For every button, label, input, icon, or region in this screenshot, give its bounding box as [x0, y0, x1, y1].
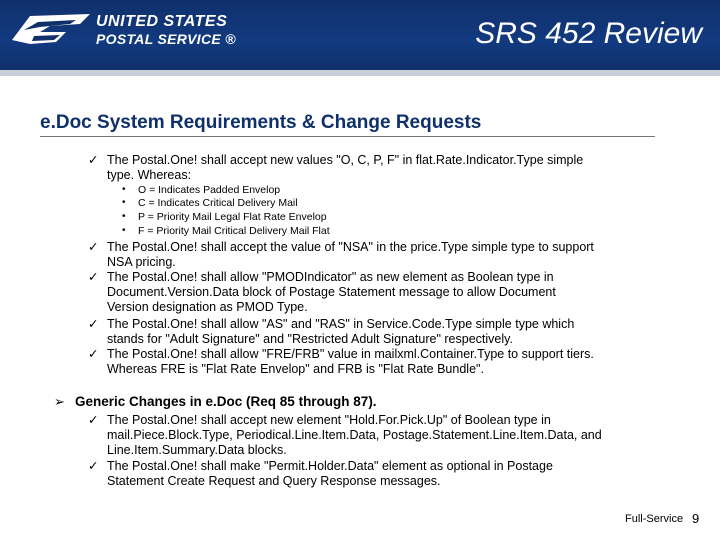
sub-bullet: P = Priority Mail Legal Flat Rate Envelop [138, 211, 327, 223]
section-heading: Generic Changes in e.Doc (Req 85 through 87). [75, 394, 377, 409]
requirement-line: NSA pricing. [107, 255, 176, 269]
bullet-dot-icon: • [122, 197, 126, 208]
sub-bullet: C = Indicates Critical Delivery Mail [138, 197, 298, 209]
checkmark-icon: ✓ [88, 240, 99, 254]
requirement-line: Document.Version.Data block of Postage Statement message to allow Document [107, 285, 556, 299]
requirement-line: Version designation as PMOD Type. [107, 300, 308, 314]
requirement-line: The Postal.One! shall accept the value of "NSA" in the price.Type simple type to support [107, 240, 594, 254]
usps-logo [10, 10, 250, 52]
slide-title: SRS 452 Review [475, 17, 702, 50]
requirement-line: The Postal.One! shall allow "PMODIndicator" as new element as Boolean type in [107, 270, 554, 284]
checkmark-icon: ✓ [88, 413, 99, 427]
page-title: e.Doc System Requirements & Change Requests [40, 112, 482, 133]
checkmark-icon: ✓ [88, 153, 99, 167]
title-underline [40, 136, 655, 137]
sub-bullet: F = Priority Mail Critical Delivery Mail Flat [138, 225, 330, 237]
header-banner [0, 0, 720, 70]
logo-line-1: UNITED STATES [96, 13, 228, 30]
bullet-dot-icon: • [122, 211, 126, 222]
checkmark-icon: ✓ [88, 317, 99, 331]
sub-bullet: O = Indicates Padded Envelop [138, 184, 281, 196]
requirement-line: The Postal.One! shall accept new values "O, C, P, F" in flat.Rate.Indicator.Type simple [107, 153, 584, 167]
requirement-line: Line.Item.Summary.Data blocks. [107, 443, 287, 457]
requirement-line: type. Whereas: [107, 168, 192, 182]
checkmark-icon: ✓ [88, 459, 99, 473]
usps-eagle-icon [10, 10, 92, 52]
bullet-dot-icon: • [122, 225, 126, 236]
footer-label: Full-Service [625, 513, 684, 525]
logo-line-2: POSTAL SERVICE ® [96, 31, 236, 47]
header-divider [0, 70, 720, 76]
requirement-line: The Postal.One! shall allow "AS" and "RAS" in Service.Code.Type simple type which [107, 317, 575, 331]
bullet-dot-icon: • [122, 184, 126, 195]
requirement-line: The Postal.One! shall accept new element "Hold.For.Pick.Up" of Boolean type in [107, 413, 551, 427]
requirement-line: Whereas FRE is "Flat Rate Envelop" and FRB is "Flat Rate Bundle". [107, 362, 484, 376]
requirement-line: mail.Piece.Block.Type, Periodical.Line.Item.Data, Postage.Statement.Line.Item.Data, and [107, 428, 602, 442]
requirement-line: Statement Create Request and Query Response messages. [107, 474, 441, 488]
requirement-line: stands for "Adult Signature" and "Restricted Adult Signature" respectively. [107, 332, 513, 346]
arrow-bullet-icon: ➢ [54, 394, 65, 409]
checkmark-icon: ✓ [88, 270, 99, 284]
requirement-line: The Postal.One! shall allow "FRE/FRB" value in mailxml.Container.Type to support tiers. [107, 347, 594, 361]
requirement-line: The Postal.One! shall make "Permit.Holder.Data" element as optional in Postage [107, 459, 553, 473]
page-number: 9 [692, 511, 700, 526]
checkmark-icon: ✓ [88, 347, 99, 361]
